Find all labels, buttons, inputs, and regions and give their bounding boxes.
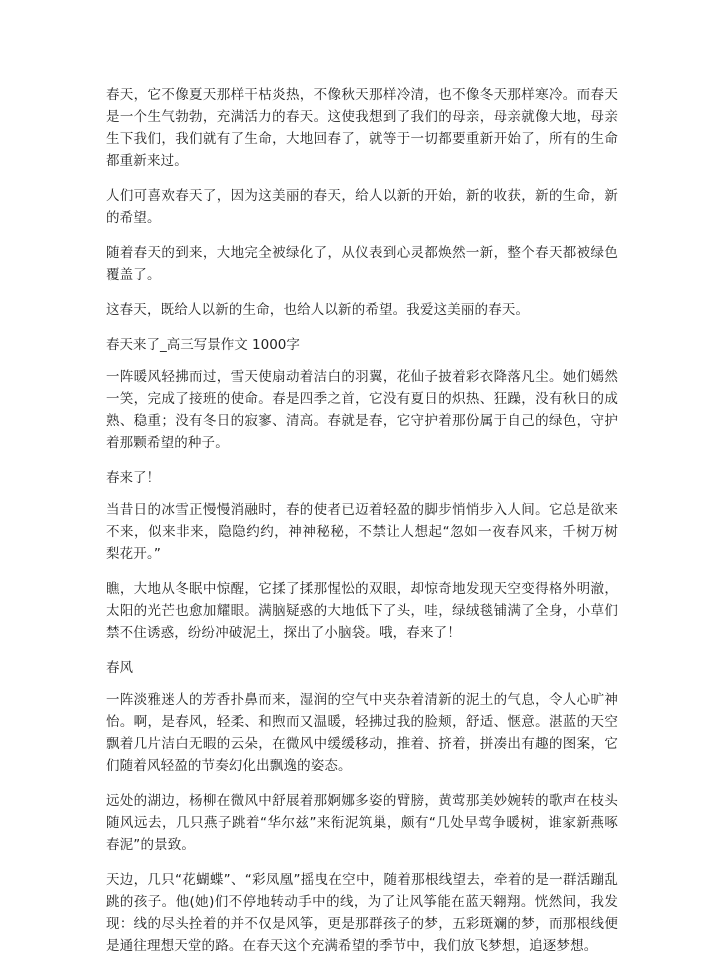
- paragraph-2: 人们可喜欢春天了，因为这美丽的春天，给人以新的开始，新的收获，新的生命，新的希望。: [106, 188, 618, 226]
- paragraph-4: 这春天，既给人以新的生命，也给人以新的希望。我爱这美丽的春天。: [106, 302, 530, 318]
- section-title-spring-came: 春天来了_高三写景作文 1000字: [106, 337, 300, 353]
- paragraph-3: 随着春天的到来，大地完全被绿化了，从仪表到心灵都焕然一新，整个春天都被绿色覆盖了。: [106, 245, 618, 283]
- section-title-spring-wind: 春风: [106, 660, 133, 676]
- paragraph-7: 瞧，大地从冬眠中惊醒，它揉了揉那惺忪的双眼，却惊奇地发现天空变得格外明澈，太阳的光芒也愈加耀眼。满脑疑惑的大地低下了头，哇，绿绒毯铺满了全身，小草们禁不住诱惑，纷纷冲破泥土，探出了小脑袋。哦，春来了！: [106, 581, 618, 641]
- paragraph-5: 一阵暖风轻拂而过，雪天使扇动着洁白的羽翼，花仙子披着彩衣降落凡尘。她们嫣然一笑，完成了接班的使命。春是四季之首，它没有夏日的炽热、狂躁，没有秋日的成熟、稳重；没有冬日的寂寥、清高。春就是春，它守护着那份属于自己的绿色，守护着那颗希望的种子。: [106, 369, 618, 451]
- paragraph-10: 天边，几只“花蝴蝶”、“彩凤凰”摇曳在空中，随着那根线望去，牵着的是一群活蹦乱跳的孩子。他(她)们不停地转动手中的线，为了让风筝能在蓝天翱翔。恍然间，我发现：线的尽头拴着的并不仅是风筝，更是那群孩子的梦，五彩斑斓的梦，而那根线便是通往理想天堂的路。在春天这个充满希望的季节中，我们放飞梦想，追逐梦想。: [106, 872, 618, 954]
- document-page: [106, 84, 618, 970]
- paragraph-1: 春天，它不像夏天那样干枯炎热，不像秋天那样冷清，也不像冬天那样寒冷。而春天是一个生气勃勃，充满活力的春天。这使我想到了我们的母亲，母亲就像大地，母亲生下我们，我们就有了生命，大地回春了，就等于一切都要重新开始了，所有的生命都重新来过。: [106, 87, 618, 169]
- section-title-spring-arrived: 春来了！: [106, 470, 160, 486]
- paragraph-8: 一阵淡雅迷人的芳香扑鼻而来，湿润的空气中夹杂着清新的泥土的气息，令人心旷神怡。啊，是春风，轻柔、和煦而又温暖，轻拂过我的脸颊，舒适、惬意。湛蓝的天空飘着几片洁白无暇的云朵，在微风中缓缓移动，推着、挤着，拼凑出有趣的图案，它们随着风轻盈的节奏幻化出飘逸的姿态。: [106, 692, 618, 774]
- paragraph-9: 远处的湖边，杨柳在微风中舒展着那婀娜多姿的臂膀，黄莺那美妙婉转的歌声在枝头随风远去，几只燕子跳着“华尔兹”来衔泥筑巢，颇有“几处早莺争暖树，谁家新燕啄春泥”的景致。: [106, 793, 618, 853]
- paragraph-6: 当昔日的冰雪正慢慢消融时，春的使者已迈着轻盈的脚步悄悄步入人间。它总是欲来不来，似来非来，隐隐约约，神神秘秘，不禁让人想起“忽如一夜春风来，千树万树梨花开。”: [106, 502, 618, 562]
